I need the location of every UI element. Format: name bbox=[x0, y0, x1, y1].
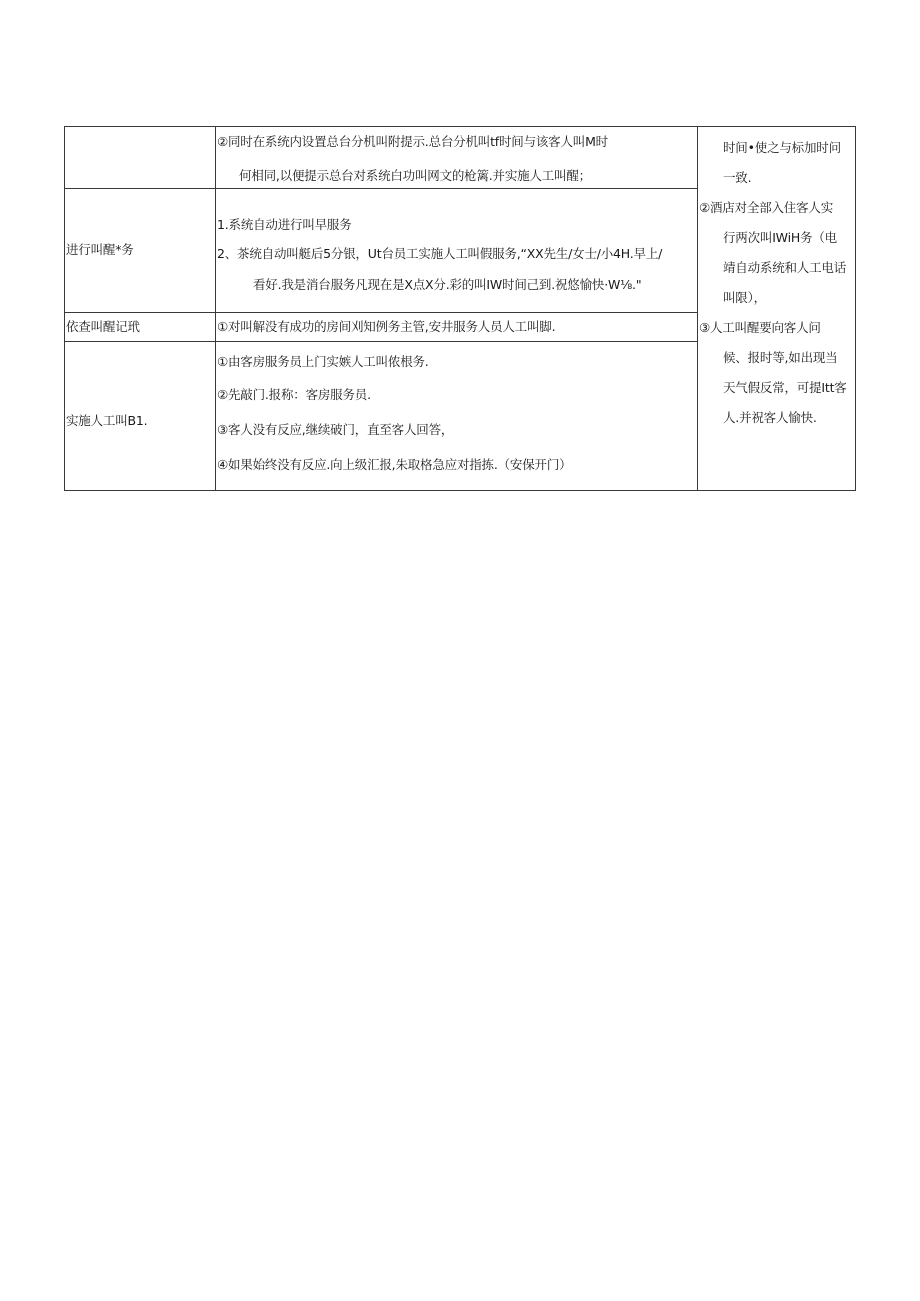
row-label: 实施人工叫B1. bbox=[66, 413, 148, 428]
table-cell-text: ②同时在系统内设置总台分机叫附提示.总台分机叫tf时间与该客人叫M时 bbox=[217, 134, 608, 149]
table-cell-text: 1.系统自动进行叫早服务 bbox=[217, 217, 352, 232]
column-divider bbox=[215, 127, 216, 490]
note-line: 叫限）， bbox=[723, 290, 766, 305]
table-cell-text: ③客人没有反应,继续破门，直至客人回答， bbox=[217, 422, 454, 437]
table-cell-text: ④如果始终没有反应.向上级汇报,朱取格急应对指拣.（安保开门） bbox=[217, 457, 572, 472]
table-cell-text: 看好.我是消台服务凡现在是X点X分.彩的叫IW时间己到.祝悠愉快·W⅛." bbox=[253, 277, 642, 292]
note-line: 一致. bbox=[723, 170, 752, 185]
column-divider bbox=[697, 127, 698, 490]
row-divider bbox=[65, 188, 698, 189]
table-cell-text: ②先敲门.报称：客房服务员. bbox=[217, 387, 371, 402]
table-cell-text: ①对叫解没有成功的房间刈知例务主管,安井服务人员人工叫脚. bbox=[217, 319, 556, 334]
row-label: 依查叫醒记玳 bbox=[66, 319, 140, 334]
table-cell-text: 2、茶统自动叫艇后5分银，Ut台员工实施人工叫假服务,“XX先生/女士/小4H.早上/ bbox=[217, 246, 663, 261]
table-cell-text: ①由客房服务员上门实嫉人工叫侬根务. bbox=[217, 354, 429, 369]
note-line: 人.并祝客人愉快. bbox=[723, 410, 817, 425]
service-table bbox=[64, 126, 856, 491]
note-line: 时间•使之与标加时问 bbox=[723, 140, 841, 155]
row-divider bbox=[65, 341, 698, 342]
note-line: 候、报时等,如出现当 bbox=[723, 350, 838, 365]
note-line: 行两次叫IWiH务（电 bbox=[723, 230, 837, 245]
note-line: ②酒店对全部入住客人实 bbox=[699, 200, 834, 215]
table-cell-text: 何相同,以便提示总台对系统白功叫网文的枪篱.并实施人工叫醒； bbox=[239, 168, 591, 183]
row-divider bbox=[65, 312, 698, 313]
note-line: 靖自动系统和人工电话 bbox=[723, 260, 847, 275]
note-line: ③人工叫醒要向客人问 bbox=[699, 320, 821, 335]
note-line: 天气假反常，可提Itt客 bbox=[723, 380, 847, 395]
row-label: 进行叫醒*务 bbox=[66, 242, 134, 257]
